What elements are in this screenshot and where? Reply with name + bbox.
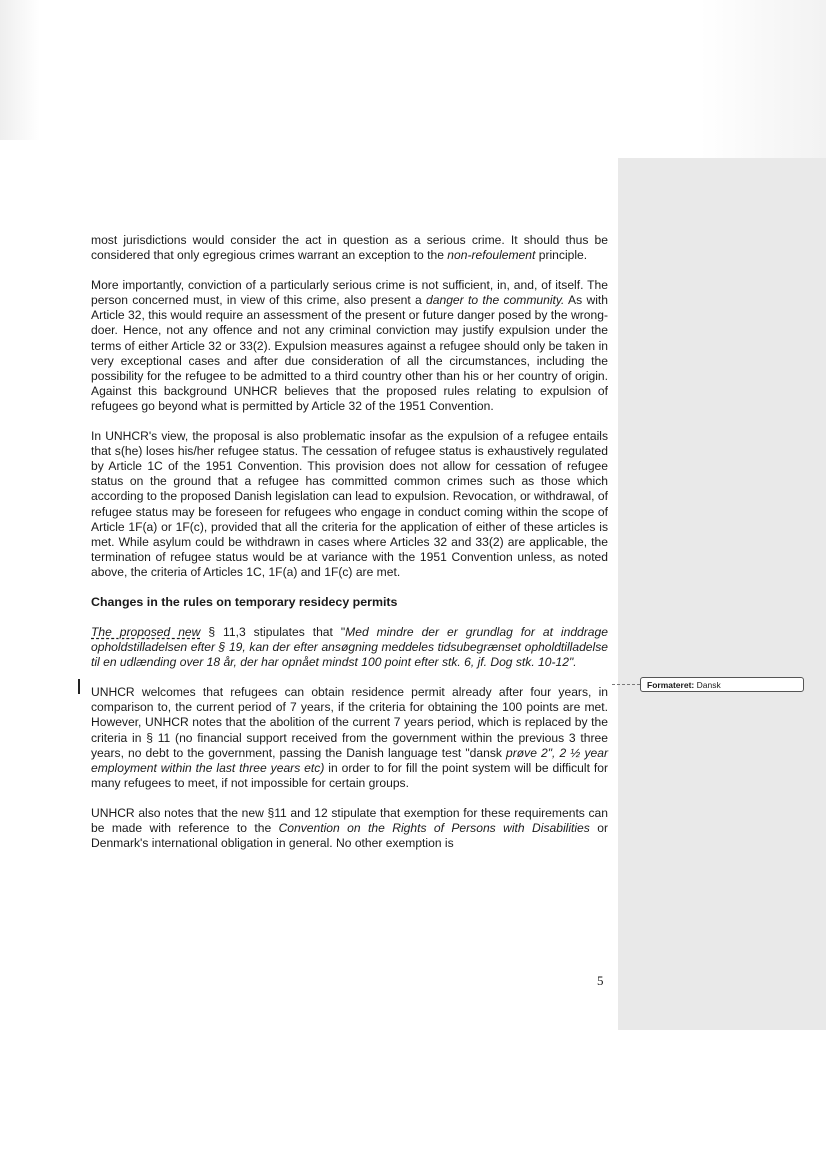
comment-value: Dansk bbox=[696, 680, 721, 690]
document-body bbox=[91, 233, 608, 866]
paragraph-5: UNHCR welcomes that refugees can obtain residence permit already after four years, in comparison to, the current period of 7 years, if the criteria for obtaining the 100 points are met. However, UNHCR notes that the abolition of the current 7 years period, which is replaced by the criteria in § 11 (no financial support received from the government within the previous 3 three years, no debt to the government, passing the Danish language test "dansk prøve 2", 2 ½ year employment within the last three years etc) in order to for fill the point system will be difficult for many refugees to meet, if not impossible for certain groups. bbox=[91, 685, 608, 790]
quote-paragraph: The proposed new § 11,3 stipulates that "Med mindre der er grundlag for at inddrage opholdstilladelsen efter § 19, kan der efter ansøgning meddeles tidsubegrænset opholdtilladelse til en udlænding over 18 år, der har opnået mindst 100 point efter stk. 6, jf. Dog stk. 10-12". bbox=[91, 624, 608, 670]
section-heading: Changes in the rules on temporary residecy permits bbox=[91, 594, 398, 609]
scan-shade-right bbox=[700, 0, 826, 158]
page-number: 5 bbox=[597, 973, 604, 988]
comment-label: Formateret: bbox=[647, 680, 695, 690]
paragraph-2: More importantly, conviction of a particularly serious crime is not sufficient, in, and, of itself. The person concerned must, in view of this crime, also present a danger to the community. As with Article 32, this would require an assessment of the present or future danger posed by the wrong-doer. Hence, not any offence and not any criminal conviction may justify expulsion under the terms of either Article 32 or 33(2). Expulsion measures against a refugee should only be taken in very exceptional cases and after due consideration of all the circumstances, including the possibility for the refugee to be admitted to a third country other than his or her country of origin. Against this background UNHCR believes that the proposed rules relating to expulsion of refugees go beyond what is permitted by Article 32 of the 1951 Convention. bbox=[91, 278, 608, 413]
paragraph-3: In UNHCR's view, the proposal is also problematic insofar as the expulsion of a refugee entails that s(he) loses his/her refugee status. The cessation of refugee status is exhaustively regulated by Article 1C of the 1951 Convention. This provision does not allow for cessation of refugee status on the ground that a refugee has committed common crimes such as those which according to the proposed Danish legislation can lead to expulsion. Revocation, or withdrawal, of refugee status may be foreseen for refugees who engage in conduct coming within the scope of Article 1F(a) or 1F(c), provided that all the criteria for the application of either of these articles is met. While asylum could be withdrawn in cases where Articles 32 and 33(2) are applicable, the termination of refugee status would be at variance with the 1951 Convention unless, as noted above, the criteria of Articles 1C, 1F(a) and 1F(c) are met. bbox=[91, 429, 608, 579]
paragraph-6: UNHCR also notes that the new §11 and 12 stipulate that exemption for these requirements can be made with reference to the Convention on the Rights of Persons with Disabilities or Denmark's international obligation in general. No other exemption is bbox=[91, 805, 608, 851]
comment-connector bbox=[612, 684, 640, 685]
comment-margin-panel bbox=[618, 158, 826, 1030]
format-comment-balloon[interactable] bbox=[640, 677, 804, 692]
change-bar bbox=[78, 679, 80, 694]
scan-shade-left bbox=[0, 0, 40, 140]
paragraph-1: most jurisdictions would consider the act in question as a serious crime. It should thus be considered that only egregious crimes warrant an exception to the non-refoulement principle. bbox=[91, 233, 608, 263]
